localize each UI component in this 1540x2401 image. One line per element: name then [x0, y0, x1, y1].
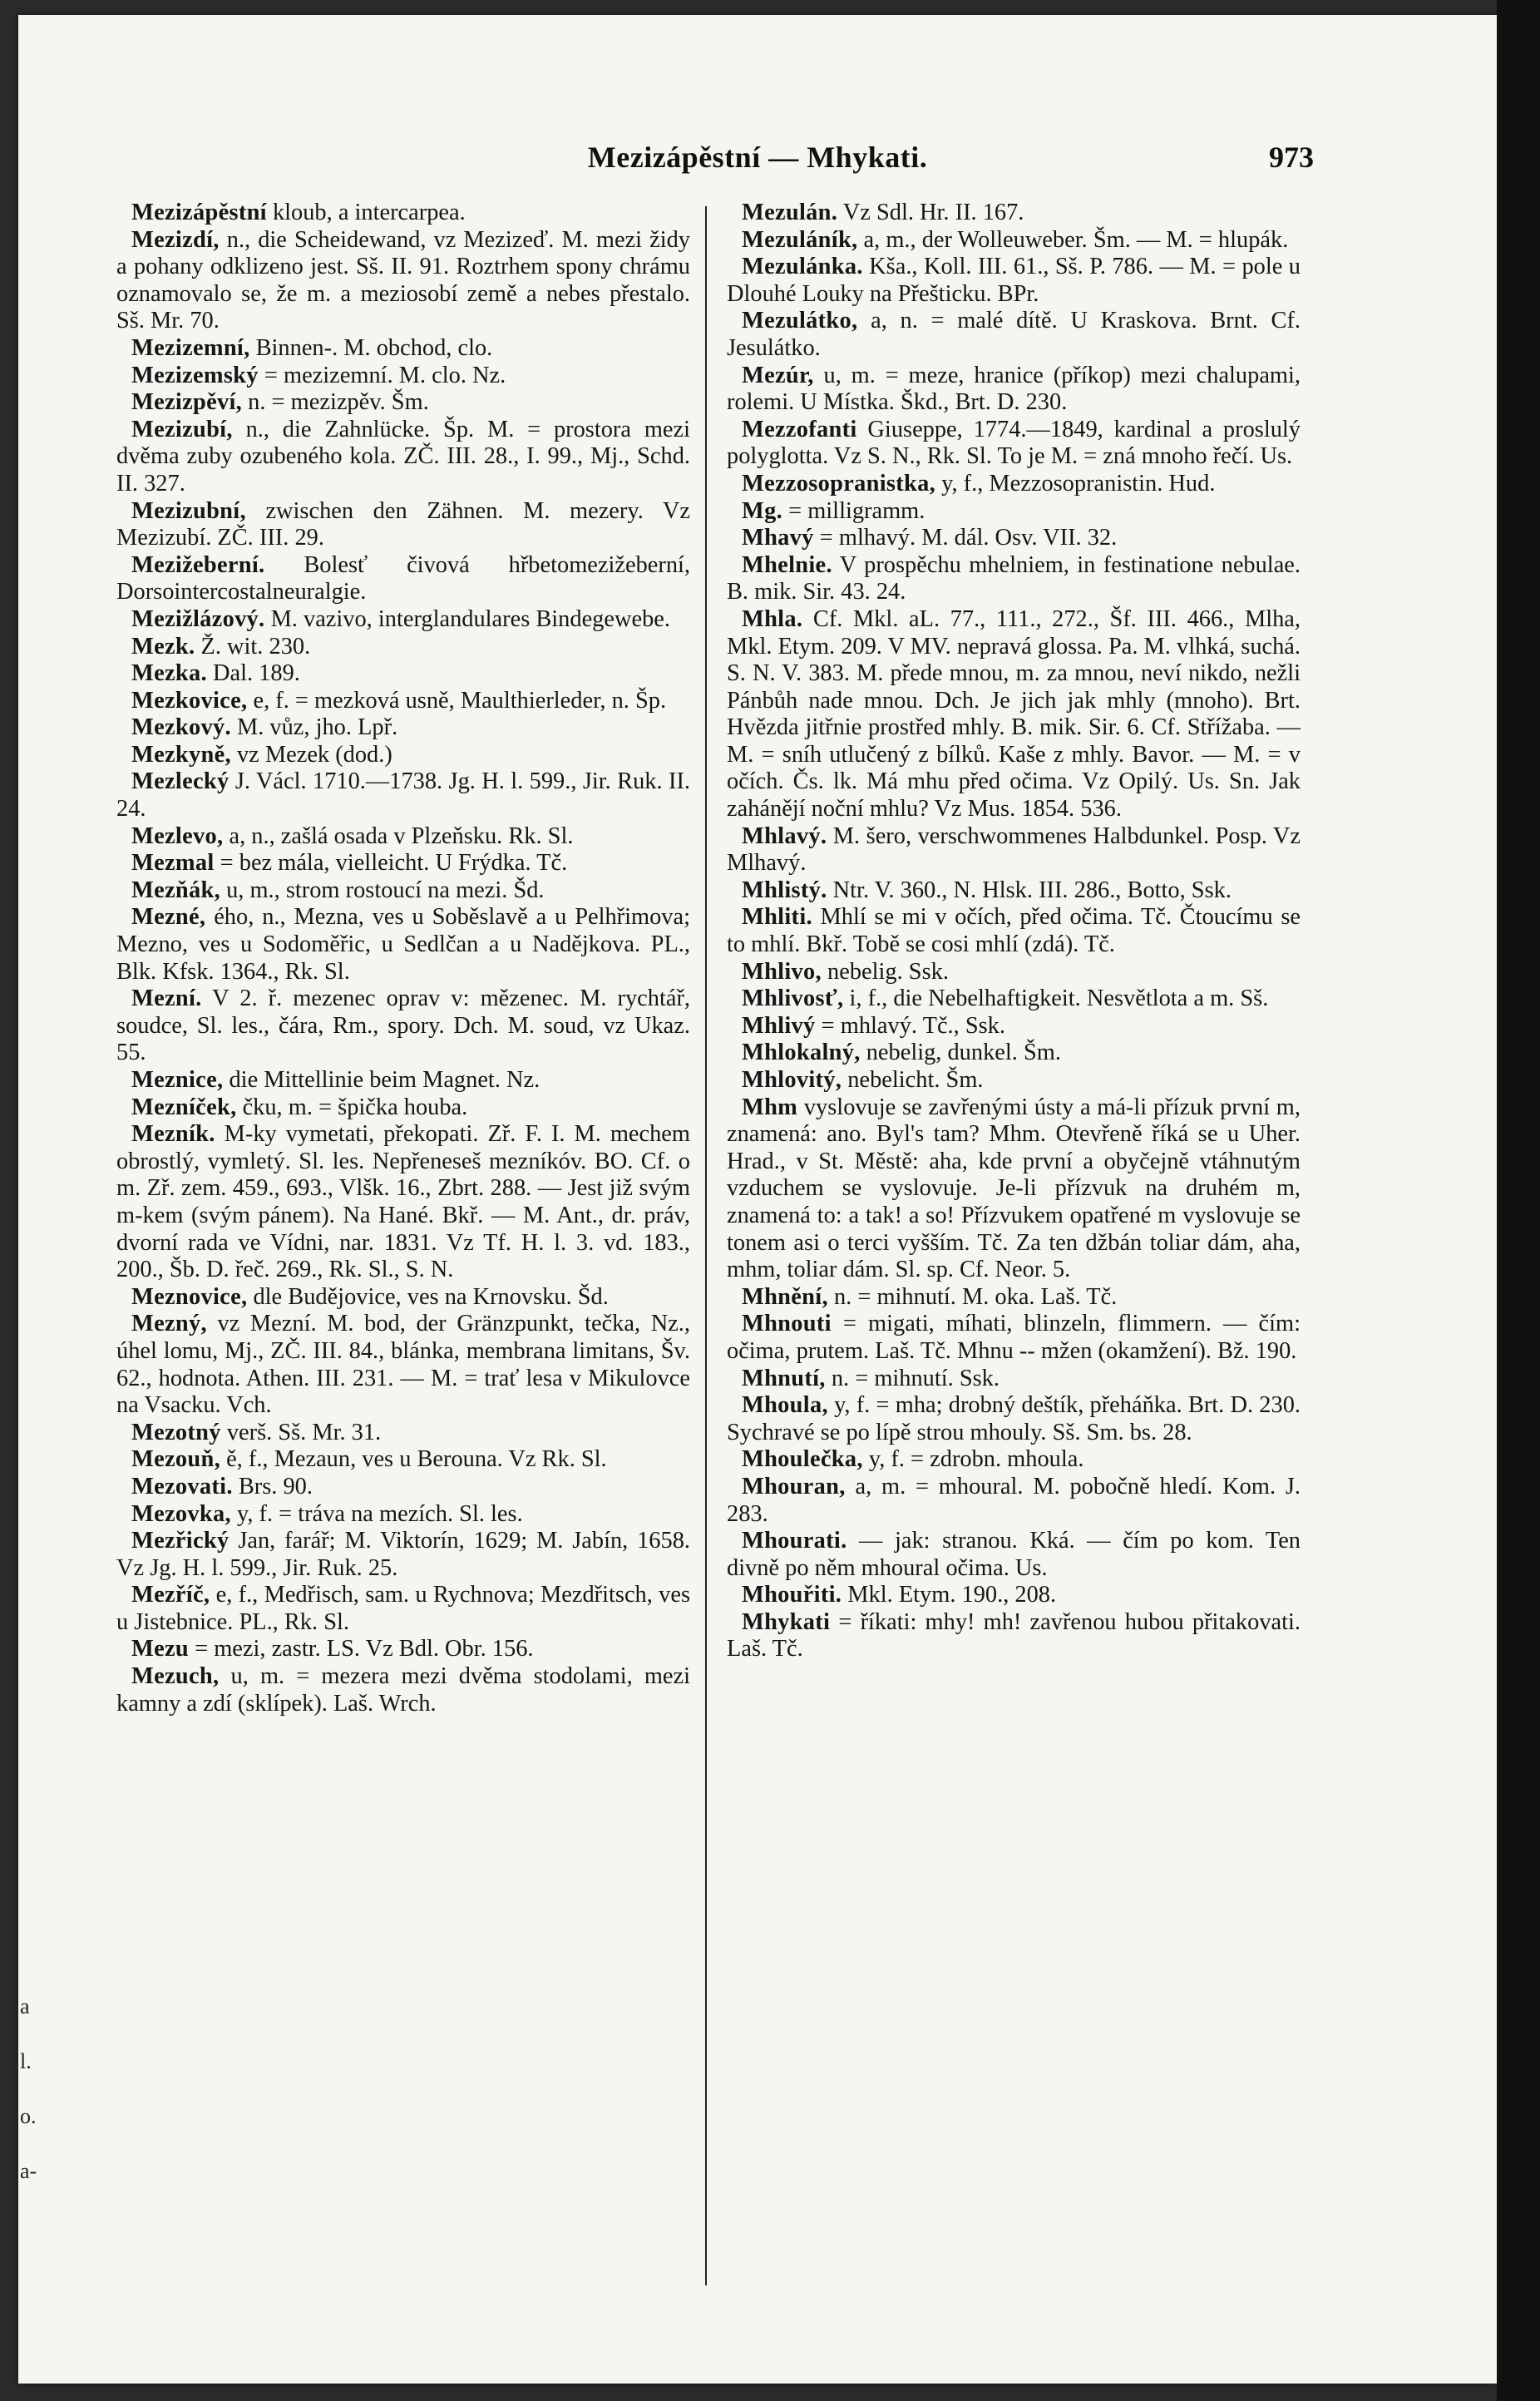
dictionary-entry [116, 1446, 690, 1474]
entry-headword: Mhavý [742, 525, 814, 551]
dictionary-entry [116, 1121, 690, 1284]
entry-text: = bez mála, vielleicht. U Frýdka. Tč. [214, 850, 568, 877]
entry-headword: Mezúr, [742, 362, 814, 388]
dictionary-entry [727, 1366, 1301, 1393]
dictionary-entry [116, 227, 690, 335]
entry-headword: Mhlivo, [742, 958, 822, 985]
entry-text: a, n., zašlá osada v Plzeňsku. Rk. Sl. [223, 823, 574, 849]
right-column [727, 200, 1301, 1663]
entry-headword: Mhlavý. [742, 823, 827, 849]
running-head: Mezizápěstní — Mhykati. [587, 141, 928, 174]
dictionary-entry [727, 1311, 1301, 1365]
entry-text: n. = mezizpěv. Šm. [242, 389, 429, 416]
entry-text: e, f., Medřisch, sam. u Rychnova; Mezdřitsch, ves u Jistebnice. PL., Rk. Sl. [116, 1582, 690, 1635]
entry-text: Kša., Koll. III. 61., Sš. P. 786. — M. = pole u Dlouhé Louky na Přešticku. BPr. [727, 254, 1301, 307]
dictionary-entry [116, 850, 690, 877]
entry-text: die Mittellinie beim Magnet. Nz. [223, 1067, 540, 1093]
entry-text: M. vůz, jho. Lpř. [230, 714, 398, 741]
entry-text: = mezizemní. M. clo. Nz. [258, 362, 506, 388]
entry-text: Ž. wit. 230. [195, 633, 311, 660]
entry-text: e, f. = mezková usně, Maulthierleder, n. Šp. [247, 687, 667, 714]
entry-headword: Mhm [742, 1094, 798, 1120]
dictionary-entry [116, 606, 690, 634]
dictionary-entry [116, 335, 690, 363]
dictionary-entry [116, 1311, 690, 1419]
entry-headword: Meznovice, [131, 1283, 248, 1310]
entry-headword: Mezzofanti [742, 416, 857, 442]
dictionary-entry [116, 1663, 690, 1717]
dictionary-entry [727, 959, 1301, 986]
entry-text: M. vazivo, interglandulares Bindegewebe. [264, 605, 670, 632]
entry-headword: Mezizubní, [131, 497, 246, 524]
entry-headword: Mezuch, [131, 1663, 220, 1690]
entry-headword: Mezulán. [742, 200, 838, 225]
entry-text: Jan, farář; M. Viktorín, 1629; M. Jabín, 1658. Vz Jg. H. l. 599., Jir. Ruk. 25. [116, 1528, 690, 1581]
entry-headword: Mezizdí, [131, 226, 220, 253]
entry-headword: Mezňák, [131, 877, 220, 903]
entry-headword: Mezižeberní. [131, 551, 265, 578]
entry-headword: Mezulátko, [742, 308, 858, 334]
dictionary-entry [116, 389, 690, 417]
entry-text: Mkl. Etym. 190., 208. [842, 1582, 1057, 1608]
dictionary-entry [116, 1067, 690, 1094]
entry-headword: Mhlivý [742, 1012, 816, 1039]
dictionary-entry [116, 768, 690, 823]
entry-headword: Mezmal [131, 850, 215, 877]
entry-text: — jak: stranou. Kká. — čím po kom. Ten divně po něm mhoural očima. Us. [727, 1528, 1301, 1581]
dictionary-entry [116, 417, 690, 498]
entry-headword: Mezizemní, [131, 334, 250, 361]
dictionary-entry [727, 254, 1301, 308]
entry-headword: Mhouřiti. [742, 1582, 842, 1608]
entry-headword: Mhnění, [742, 1283, 828, 1310]
entry-text: Mhlí se mi v očích, před očima. Tč. Čtoucímu se to mhlí. Bkř. Tobě se cosi mhlí (zdá). Tč. [727, 904, 1301, 958]
entry-headword: Mhliti. [742, 904, 812, 931]
entry-text: Vz Sdl. Hr. II. 167. [837, 200, 1024, 225]
entry-text: n. = mihnutí. Ssk. [825, 1365, 1000, 1391]
entry-headword: Mezovka, [131, 1500, 231, 1527]
entry-headword: Mezlecký [131, 768, 230, 795]
dictionary-entry [116, 877, 690, 905]
entry-headword: Mezuláník, [742, 226, 858, 253]
dictionary-entry [727, 1392, 1301, 1446]
entry-headword: Mezizemský [131, 362, 259, 388]
entry-text: čku, m. = špička houba. [236, 1094, 468, 1120]
entry-text: Bolesť čivová hřbetomezižeberní, Dorsointercostalneuralgie. [116, 551, 690, 605]
dictionary-entry [727, 904, 1301, 958]
entry-text: u, m., strom rostoucí na mezi. Šd. [220, 877, 545, 903]
entry-headword: Mezu [131, 1636, 189, 1662]
entry-headword: Mezk. [131, 633, 195, 660]
dictionary-entry [116, 742, 690, 769]
entry-text: = milligramm. [782, 497, 925, 524]
entry-text: a, n. = malé dítě. U Kraskova. Brnt. Cf. Jesulátko. [727, 308, 1301, 361]
dictionary-entry [116, 986, 690, 1067]
entry-text: V prospěchu mhelniem, in festinatione nebulae. B. mik. Sir. 43. 24. [727, 551, 1301, 605]
page-number: 973 [1269, 141, 1314, 174]
entry-text: = mlhavý. M. dál. Osv. VII. 32. [813, 525, 1118, 551]
entry-headword: Mezníček, [131, 1094, 237, 1120]
dictionary-entry [116, 1582, 690, 1636]
entry-headword: Mhlistý. [742, 877, 827, 903]
entry-text: y, f., Mezzosopranistin. Hud. [935, 470, 1216, 497]
entry-headword: Mezník. [131, 1121, 215, 1148]
dictionary-entry [727, 363, 1301, 417]
entry-text: n., die Zahnlücke. Šp. M. = prostora mezi dvěma zuby ozubeného kola. ZČ. III. 28., I. 99., Mj., Schd. II. 327. [116, 416, 690, 497]
entry-text: vyslovuje se zavřenými ústy a má-li přízuk první m, znamená: ano. Byl's tam? Mhm. Otevřeně říká se u Uher. Hrad., v St. Městě: aha, kde první a obyčejně vtáhnutým vzduchem se vyslovuje. Je-li přízvuk na druhém m, znamená to: a tak! a so! Přízvukem opatřené m vyslovuje se tonem asi o terci vyšším. Tč. Za ten džbán toliar dám, aha, mhm, toliar dám. Sl. sp. Cf. Neor. 5. [727, 1094, 1301, 1283]
entry-headword: Mhykati [742, 1608, 831, 1635]
entry-text: J. Václ. 1710.—1738. Jg. H. l. 599., Jir. Ruk. II. 24. [116, 768, 690, 823]
entry-text: verš. Sš. Mr. 31. [220, 1419, 382, 1445]
margin-mark: a- [20, 2159, 37, 2183]
entry-headword: Mezižlázový. [131, 605, 265, 632]
entry-text: vz Mezní. M. bod, der Gränzpunkt, tečka, Nz., úhel lomu, Mj., ZČ. III. 84., blánka, membrana limitans, Šv. 62., hodnota. Athen. III. 231. — M. = trať lesa v Mikulovce na Vsacku. Vch. [116, 1311, 690, 1419]
entry-headword: Mezkovice, [131, 687, 248, 714]
dictionary-entry [116, 498, 690, 552]
entry-text: = mezi, zastr. LS. Vz Bdl. Obr. 156. [189, 1636, 534, 1662]
entry-headword: Mezulánka. [742, 254, 863, 280]
dictionary-entry [116, 634, 690, 661]
dictionary-entry [116, 1420, 690, 1447]
margin-mark: o. [20, 2104, 37, 2128]
entry-headword: Mhnutí, [742, 1365, 826, 1391]
entry-headword: Mhoula, [742, 1392, 828, 1419]
dictionary-entry [727, 1528, 1301, 1582]
dictionary-entry [727, 1013, 1301, 1040]
entry-headword: Mezné, [131, 904, 206, 931]
entry-text: M-ky vymetati, překopati. Zř. F. I. M. mechem obrostlý, vymletý. Sl. les. Nepřeneseš mezníkóv. BO. Cf. o m. Zř. zem. 459., 693., Vlšk. 16., Zbrt. 288. — Jest již svým m-kem (svým pánem). Na Hané. Bkř. — M. Ant., dr. práv, dvorní rada ve Vídni, nar. 1831. Vz Tf. H. l. 3. vd. 183., 200., Šb. D. řeč. 269., Rk. Sl., S. N. [116, 1121, 690, 1283]
entry-text: n. = mihnutí. M. oka. Laš. Tč. [827, 1283, 1118, 1310]
dictionary-entry [116, 1284, 690, 1312]
entry-headword: Mezlevo, [131, 823, 224, 849]
dictionary-entry [116, 823, 690, 851]
entry-text: nebelig. Ssk. [821, 958, 949, 985]
dictionary-entry [727, 525, 1301, 552]
entry-headword: Mezovati. [131, 1473, 233, 1499]
dictionary-entry [116, 660, 690, 688]
entry-text: ě, f., Mezaun, ves u Berouna. Vz Rk. Sl. [220, 1446, 607, 1473]
left-column [116, 200, 690, 1717]
dictionary-entry [727, 823, 1301, 877]
entry-headword: Mezizubí, [131, 416, 233, 442]
dictionary-entry [727, 1582, 1301, 1609]
entry-text: zwischen den Zähnen. M. mezery. Vz Mezizubí. ZČ. III. 29. [116, 497, 690, 551]
dictionary-entry [727, 877, 1301, 905]
page-header [18, 140, 1497, 190]
entry-headword: Mezřický [131, 1528, 230, 1554]
entry-headword: Mhourati. [742, 1528, 847, 1554]
entry-text: kloub, a intercarpea. [266, 200, 466, 225]
entry-headword: Mhouran, [742, 1473, 846, 1499]
dictionary-entry [116, 1636, 690, 1663]
entry-text: M. šero, verschwommenes Halbdunkel. Posp. Vz Mlhavý. [727, 823, 1301, 877]
scan-edge [1497, 0, 1540, 2401]
dictionary-entry [727, 471, 1301, 498]
dictionary-entry [116, 904, 690, 986]
dictionary-entry [727, 606, 1301, 823]
entry-headword: Mezizápěstní [131, 200, 267, 225]
column-divider [705, 206, 707, 2285]
dictionary-entry [727, 227, 1301, 254]
entry-headword: Mhlovitý, [742, 1067, 842, 1093]
dictionary-entry [727, 1094, 1301, 1284]
dictionary-entry [727, 986, 1301, 1013]
dictionary-entry [727, 1609, 1301, 1663]
dictionary-entry [727, 308, 1301, 362]
entry-text: V 2. ř. mezenec oprav v: mězenec. M. rychtář, soudce, Sl. les., čára, Rm., spory. Dch. M. soud, vz Ukaz. 55. [116, 986, 690, 1066]
entry-headword: Mezka. [131, 660, 207, 687]
dictionary-entry [727, 1446, 1301, 1474]
entry-text: nebelig, dunkel. Šm. [860, 1040, 1061, 1066]
entry-headword: Mezkyně, [131, 741, 231, 768]
entry-headword: Mhlokalný, [742, 1040, 861, 1066]
entry-headword: Mezkový. [131, 714, 231, 741]
dictionary-entry [727, 552, 1301, 606]
dictionary-entry [727, 1067, 1301, 1094]
entry-headword: Mhla. [742, 605, 803, 632]
dictionary-entry [727, 1040, 1301, 1067]
entry-headword: Mhnouti [742, 1311, 832, 1337]
entry-headword: Mezříč, [131, 1582, 210, 1608]
margin-marks [20, 1994, 37, 2214]
entry-text: y, f. = tráva na mezích. Sl. les. [230, 1500, 523, 1527]
margin-mark: l. [20, 2049, 32, 2073]
entry-text: ého, n., Mezna, ves u Soběslavě a u Pelhřimova; Mezno, ves u Sodoměřic, u Sedlčan a u Nadějkova. PL., Blk. Kfsk. 1364., Rk. Sl. [116, 904, 690, 985]
entry-headword: Meznice, [131, 1067, 224, 1093]
entry-headword: Mhlivosť, [742, 986, 844, 1012]
entry-headword: Mezný, [131, 1311, 207, 1337]
dictionary-entry [116, 1528, 690, 1582]
dictionary-page [18, 15, 1497, 2384]
entry-text: y, f. = mha; drobný deštík, přeháňka. Brt. D. 230. Sychravé se po lípě strou mhouly. Sš. Sm. bs. 28. [727, 1392, 1301, 1445]
entry-text: nebelicht. Šm. [842, 1067, 984, 1093]
dictionary-entry [116, 200, 690, 227]
dictionary-entry [727, 200, 1301, 227]
entry-headword: Mezizpěví, [131, 389, 243, 416]
dictionary-entry [116, 363, 690, 390]
entry-headword: Mezzosopranistka, [742, 470, 935, 497]
entry-text: = říkati: mhy! mh! zavřenou hubou přitakovati. Laš. Tč. [727, 1608, 1301, 1662]
entry-headword: Mhelnie. [742, 551, 832, 578]
entry-text: n., die Scheidewand, vz Mezizeď. M. mezi židy a pohany odklizeno jest. Sš. II. 91. Roztrhem spony chrámu oznamovalo se, že m. a meziosobí země a nebes přestalo. Sš. Mr. 70. [116, 226, 690, 334]
entry-text: a, m., der Wolleuweber. Šm. — M. = hlupák. [857, 226, 1289, 253]
dictionary-entry [727, 417, 1301, 471]
dictionary-entry [116, 1474, 690, 1501]
entry-headword: Mezní. [131, 986, 202, 1012]
entry-text: Giuseppe, 1774.—1849, kardinal a proslulý polyglotta. Vz S. N., Rk. Sl. To je M. = zná mnoho řečí. Us. [727, 416, 1301, 470]
entry-text: u, m. = mezera mezi dvěma stodolami, mezi kamny a zdí (sklípek). Laš. Wrch. [116, 1663, 690, 1717]
entry-text: = migati, míhati, blinzeln, flimmern. — čím: očima, prutem. Laš. Tč. Mhnu -- mžen (okamžení). Bž. 190. [727, 1311, 1301, 1364]
entry-text: a, m. = mhoural. M. pobočně hledí. Kom. J. 283. [727, 1473, 1301, 1527]
entry-text: vz Mezek (dod.) [230, 741, 392, 768]
entry-text: y, f. = zdrobn. mhoula. [862, 1446, 1084, 1473]
entry-text: = mhlavý. Tč., Ssk. [815, 1012, 1005, 1039]
dictionary-entry [116, 552, 690, 606]
entry-headword: Mezouň, [131, 1446, 220, 1473]
entry-text: Brs. 90. [232, 1473, 313, 1499]
entry-headword: Mg. [742, 497, 782, 524]
entry-text: i, f., die Nebelhaftigkeit. Nesvětlota a m. Sš. [843, 986, 1269, 1012]
entry-text: Binnen-. M. obchod, clo. [249, 334, 493, 361]
entry-text: Cf. Mkl. aL. 77., 111., 272., Šf. III. 466., Mlha, Mkl. Etym. 209. V MV. nepravá glossa. Pa. M. vlhká, suchá. S. N. V. 383. M. přede mnou, m. za mnou, neví nikdo, nežli Pánbůh nade mnou. Dch. Je jich jak mhly (mnoho). Brt. Hvězda jitřnie prostřed mhly. B. mik. Sir. 6. Cf. Střížaba. — M. = sníh utlučený z bílků. Kaše z mhly. Bavor. — M. = v očích. Čs. lk. Má mhu před očima. Vz Opilý. Us. Sn. Jak zahánějí noční mhlu? Vz Mus. 1854. 536. [727, 605, 1301, 823]
entry-headword: Mhoulečka, [742, 1446, 863, 1473]
entry-text: u, m. = meze, hranice (příkop) mezi chalupami, rolemi. U Místka. Škd., Brt. D. 230. [727, 362, 1301, 416]
margin-mark: a [20, 1994, 30, 2018]
dictionary-entry [116, 1094, 690, 1122]
entry-text: Ntr. V. 360., N. Hlsk. III. 286., Botto, Ssk. [827, 877, 1232, 903]
dictionary-entry [116, 714, 690, 742]
dictionary-entry [727, 1474, 1301, 1528]
dictionary-entry [116, 688, 690, 715]
entry-text: Dal. 189. [206, 660, 300, 687]
dictionary-entry [727, 1284, 1301, 1312]
entry-headword: Mezotný [131, 1419, 221, 1445]
dictionary-entry [727, 498, 1301, 526]
entry-text: dle Budějovice, ves na Krnovsku. Šd. [247, 1283, 609, 1310]
dictionary-entry [116, 1501, 690, 1529]
